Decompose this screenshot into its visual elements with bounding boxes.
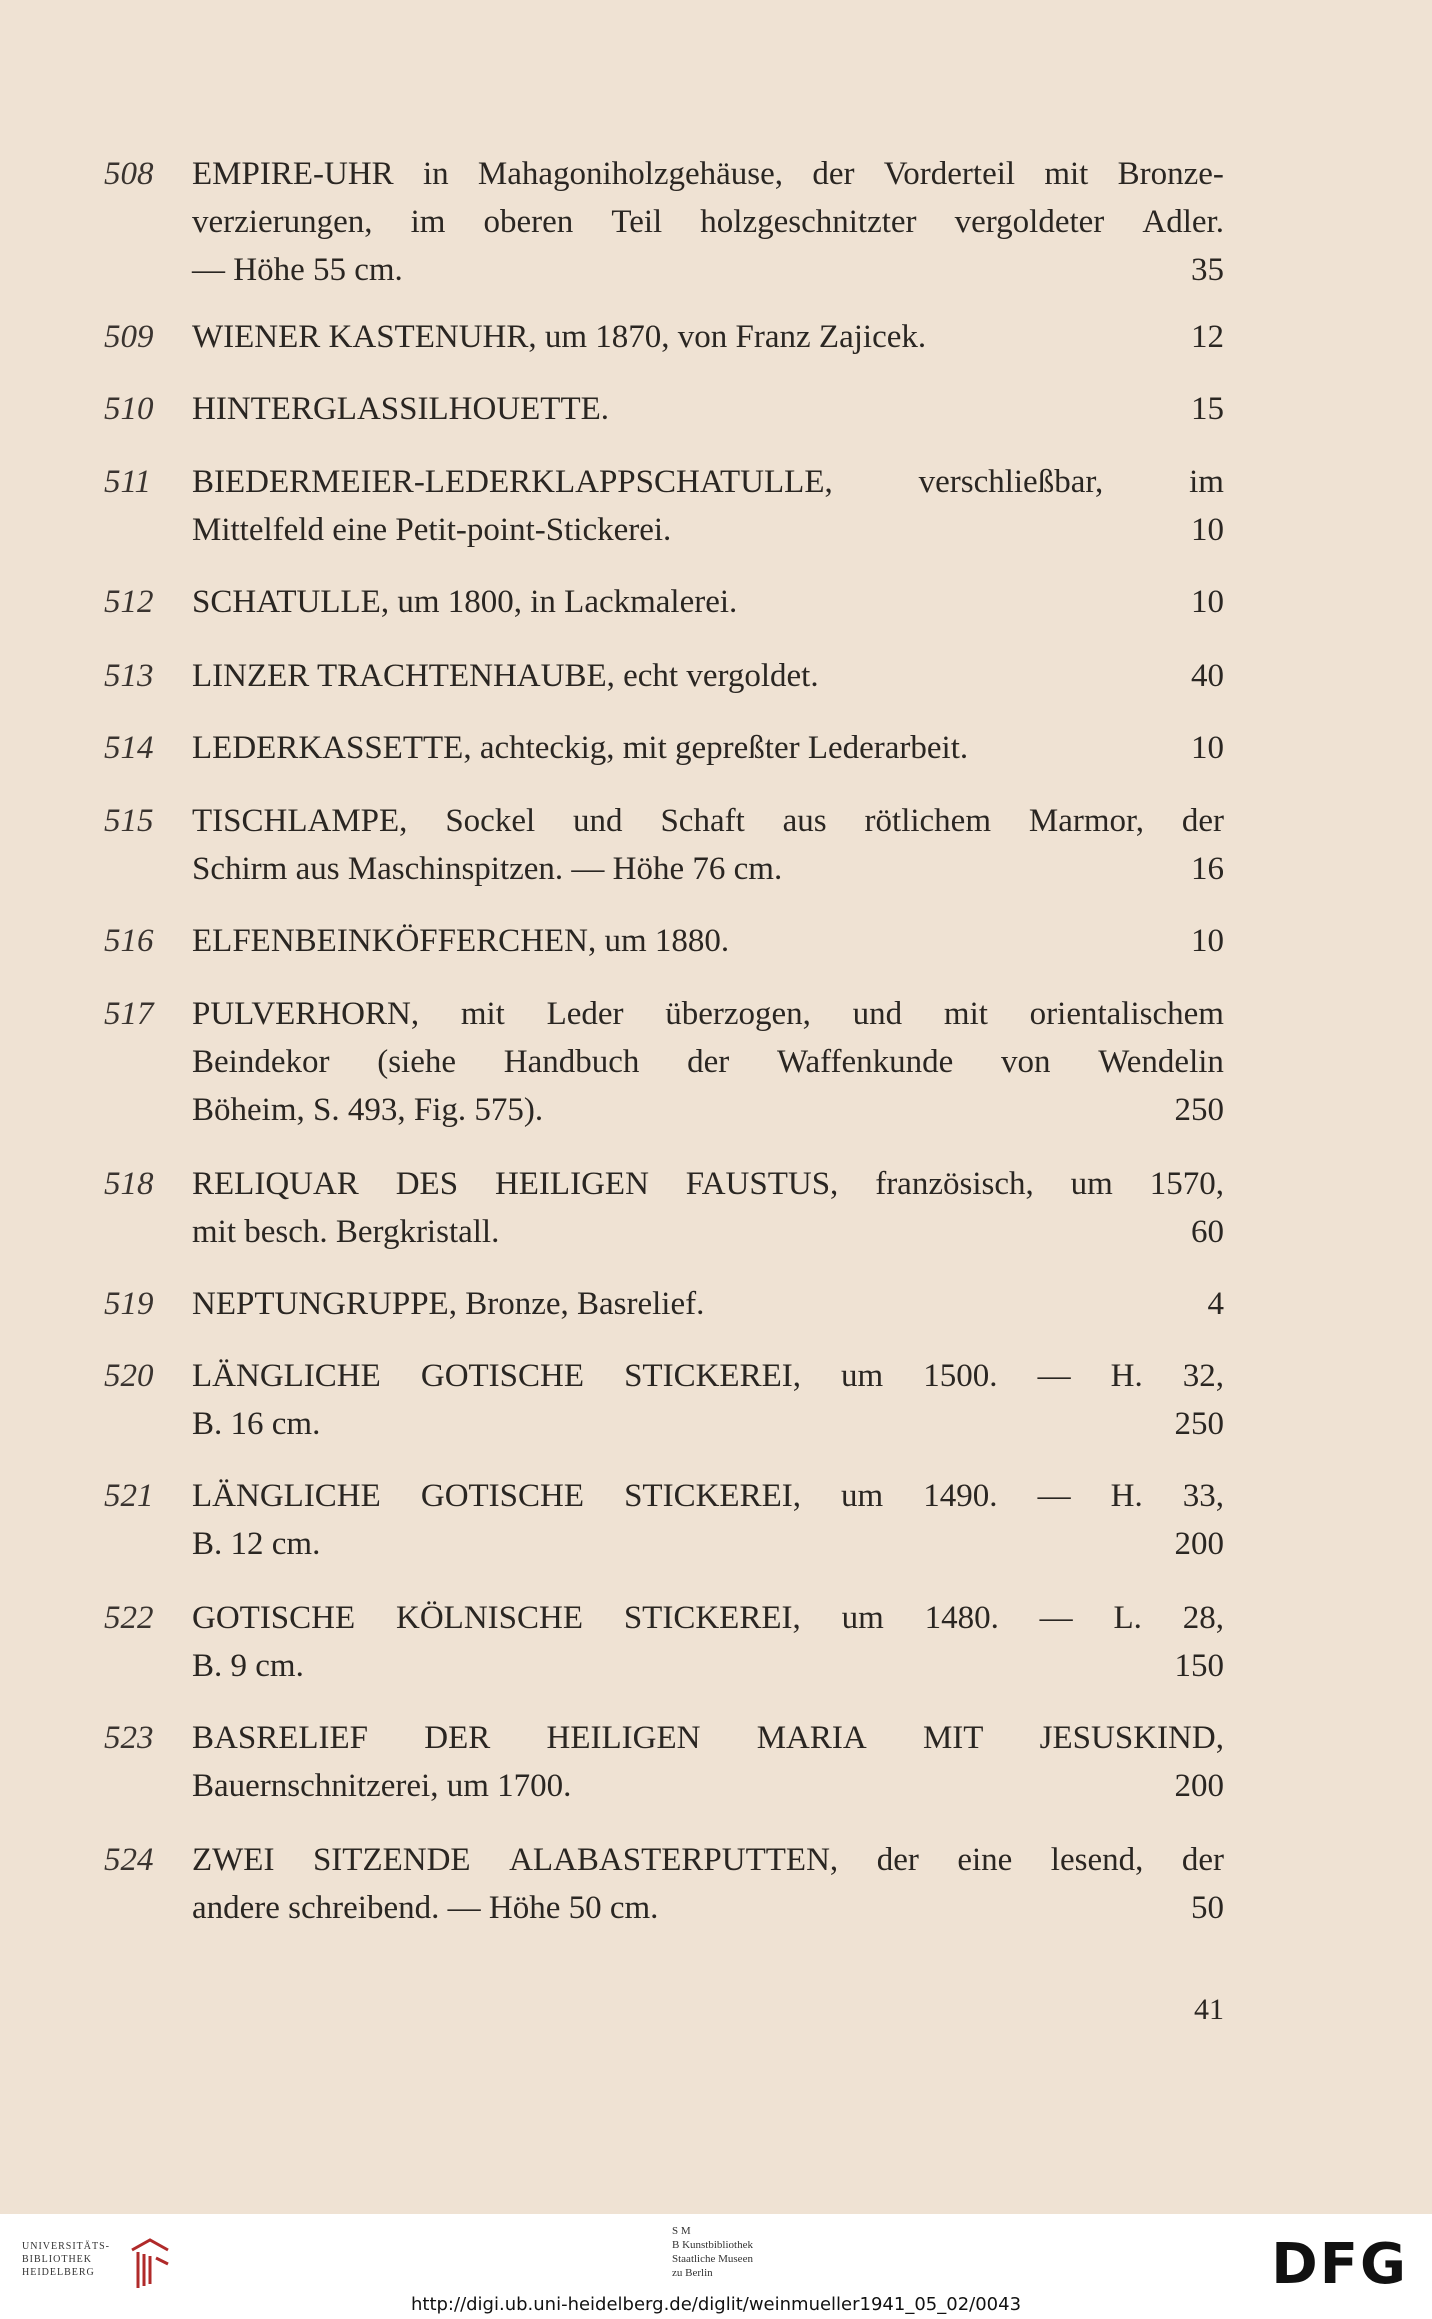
price: 200 <box>1174 1768 1224 1804</box>
library-logo-icon <box>128 2236 172 2292</box>
entry-description <box>192 1594 1224 1690</box>
description-line <box>192 1400 1224 1448</box>
lot-number: 513 <box>104 658 154 694</box>
digitization-footer <box>0 2214 1432 2319</box>
description-line <box>192 1472 1224 1520</box>
price: 10 <box>1191 512 1224 548</box>
price: 10 <box>1191 923 1224 959</box>
lot-number: 524 <box>104 1842 154 1878</box>
catalog-entry <box>104 458 1224 554</box>
description-line <box>192 652 1224 700</box>
lot-number: 515 <box>104 803 154 839</box>
description-line <box>192 458 1224 506</box>
entry-description <box>192 150 1224 294</box>
lot-number: 518 <box>104 1166 154 1202</box>
catalog-entry <box>104 1352 1224 1448</box>
description-line <box>192 845 1224 893</box>
description-line <box>192 917 1224 965</box>
catalog-entry <box>104 385 1224 433</box>
description-line <box>192 198 1224 246</box>
lot-number: 517 <box>104 996 154 1032</box>
description-line <box>192 1762 1224 1810</box>
catalog-entry <box>104 990 1224 1134</box>
line-text: verzierungen, im oberen Teil holzgeschnitzter vergoldeter Adler. <box>192 204 1224 240</box>
lot-number: 521 <box>104 1478 154 1514</box>
museum-line: B Kunstbibliothek <box>672 2239 753 2251</box>
page-number: 41 <box>1194 1993 1224 2026</box>
description-line <box>192 1038 1224 1086</box>
line-text: Bauernschnitzerei, um 1700. <box>192 1768 572 1804</box>
price: 250 <box>1174 1406 1224 1442</box>
line-text: PULVERHORN, mit Leder überzogen, und mit orientalischem <box>192 996 1224 1032</box>
description-line <box>192 1642 1224 1690</box>
price: 16 <box>1191 851 1224 887</box>
line-text: RELIQUAR DES HEILIGEN FAUSTUS, französisch, um 1570, <box>192 1166 1224 1202</box>
description-line <box>192 246 1224 294</box>
line-text: B. 9 cm. <box>192 1648 304 1684</box>
price: 4 <box>1207 1286 1224 1322</box>
lot-number: 509 <box>104 319 154 355</box>
lot-number: 523 <box>104 1720 154 1756</box>
museum-line: S M <box>672 2225 691 2237</box>
museum-line: Staatliche Museen <box>672 2253 753 2265</box>
price: 200 <box>1174 1526 1224 1562</box>
description-line <box>192 1714 1224 1762</box>
library-name <box>22 2240 110 2279</box>
museum-credit <box>672 2224 753 2280</box>
price: 10 <box>1191 730 1224 766</box>
catalog-entry <box>104 150 1224 294</box>
price: 40 <box>1191 658 1224 694</box>
entry-description <box>192 917 1224 965</box>
line-text: SCHATULLE, um 1800, in Lackmalerei. <box>192 584 738 620</box>
entry-description <box>192 1472 1224 1568</box>
line-text: WIENER KASTENUHR, um 1870, von Franz Zajicek. <box>192 319 927 355</box>
catalog-entry <box>104 652 1224 700</box>
lot-number: 511 <box>104 464 152 500</box>
catalog-entry <box>104 578 1224 626</box>
line-text: LÄNGLICHE GOTISCHE STICKEREI, um 1490. — H. 33, <box>192 1478 1224 1514</box>
lot-number: 512 <box>104 584 154 620</box>
price: 150 <box>1174 1648 1224 1684</box>
line-text: Böheim, S. 493, Fig. 575). <box>192 1092 544 1128</box>
entry-description <box>192 797 1224 893</box>
entry-description <box>192 1836 1224 1932</box>
line-text: Beindekor (siehe Handbuch der Waffenkunde von Wendelin <box>192 1044 1224 1080</box>
description-line <box>192 797 1224 845</box>
description-line <box>192 1836 1224 1884</box>
description-line <box>192 1086 1224 1134</box>
description-line <box>192 724 1224 772</box>
lot-number: 514 <box>104 730 154 766</box>
lot-number: 516 <box>104 923 154 959</box>
line-text: B. 12 cm. <box>192 1526 321 1562</box>
price: 15 <box>1191 391 1224 427</box>
dfg-logo: DFG <box>1271 2232 1408 2297</box>
library-line: UNIVERSITÄTS- <box>22 2241 110 2252</box>
entry-description <box>192 1160 1224 1256</box>
catalog-entry <box>104 917 1224 965</box>
line-text: HINTERGLASSILHOUETTE. <box>192 391 610 427</box>
line-text: mit besch. Bergkristall. <box>192 1214 500 1250</box>
line-text: TISCHLAMPE, Sockel und Schaft aus rötlichem Marmor, der <box>192 803 1224 839</box>
catalog-entry <box>104 724 1224 772</box>
catalog-entry <box>104 1836 1224 1932</box>
description-line <box>192 1520 1224 1568</box>
line-text: BIEDERMEIER-LEDERKLAPPSCHATULLE, verschließbar, im <box>192 464 1224 500</box>
entry-description <box>192 458 1224 554</box>
line-text: BASRELIEF DER HEILIGEN MARIA MIT JESUSKIND, <box>192 1720 1224 1756</box>
entry-description <box>192 578 1224 626</box>
price: 35 <box>1191 252 1224 288</box>
line-text: ZWEI SITZENDE ALABASTERPUTTEN, der eine lesend, der <box>192 1842 1224 1878</box>
description-line <box>192 1208 1224 1256</box>
price: 60 <box>1191 1214 1224 1250</box>
description-line <box>192 1352 1224 1400</box>
library-line: HEIDELBERG <box>22 2267 95 2278</box>
lot-number: 519 <box>104 1286 154 1322</box>
description-line <box>192 1594 1224 1642</box>
entry-description <box>192 990 1224 1134</box>
line-text: EMPIRE-UHR in Mahagoniholzgehäuse, der Vorderteil mit Bronze- <box>192 156 1224 192</box>
description-line <box>192 506 1224 554</box>
line-text: ELFENBEINKÖFFERCHEN, um 1880. <box>192 923 730 959</box>
catalog-entry <box>104 1472 1224 1568</box>
entry-description <box>192 652 1224 700</box>
line-text: LÄNGLICHE GOTISCHE STICKEREI, um 1500. — H. 32, <box>192 1358 1224 1394</box>
entry-description <box>192 1280 1224 1328</box>
museum-line: zu Berlin <box>672 2267 713 2279</box>
lot-number: 520 <box>104 1358 154 1394</box>
line-text: NEPTUNGRUPPE, Bronze, Basrelief. <box>192 1286 705 1322</box>
price: 250 <box>1174 1092 1224 1128</box>
price: 50 <box>1191 1890 1224 1926</box>
library-line: BIBLIOTHEK <box>22 2254 92 2265</box>
lot-number: 522 <box>104 1600 154 1636</box>
line-text: Mittelfeld eine Petit-point-Stickerei. <box>192 512 672 548</box>
lot-number: 510 <box>104 391 154 427</box>
line-text: — Höhe 55 cm. <box>192 252 403 288</box>
description-line <box>192 313 1224 361</box>
entry-description <box>192 1714 1224 1810</box>
description-line <box>192 578 1224 626</box>
line-text: B. 16 cm. <box>192 1406 321 1442</box>
description-line <box>192 385 1224 433</box>
catalog-entry <box>104 1714 1224 1810</box>
description-line <box>192 990 1224 1038</box>
line-text: Schirm aus Maschinspitzen. — Höhe 76 cm. <box>192 851 783 887</box>
catalog-entry <box>104 1280 1224 1328</box>
lot-number: 508 <box>104 156 154 192</box>
line-text: LINZER TRACHTENHAUBE, echt vergoldet. <box>192 658 819 694</box>
source-url-link[interactable]: http://digi.ub.uni-heidelberg.de/diglit/weinmueller1941_05_02/0043 <box>410 2294 1022 2315</box>
entry-description <box>192 313 1224 361</box>
line-text: andere schreibend. — Höhe 50 cm. <box>192 1890 659 1926</box>
entry-description <box>192 724 1224 772</box>
description-line <box>192 1884 1224 1932</box>
line-text: GOTISCHE KÖLNISCHE STICKEREI, um 1480. — L. 28, <box>192 1600 1224 1636</box>
catalog-entry <box>104 797 1224 893</box>
price: 10 <box>1191 584 1224 620</box>
catalog-entry <box>104 313 1224 361</box>
catalog-entry <box>104 1594 1224 1690</box>
description-line <box>192 1280 1224 1328</box>
price: 12 <box>1191 319 1224 355</box>
description-line <box>192 150 1224 198</box>
line-text: LEDERKASSETTE, achteckig, mit gepreßter Lederarbeit. <box>192 730 969 766</box>
description-line <box>192 1160 1224 1208</box>
entry-description <box>192 385 1224 433</box>
catalog-entry <box>104 1160 1224 1256</box>
entry-description <box>192 1352 1224 1448</box>
